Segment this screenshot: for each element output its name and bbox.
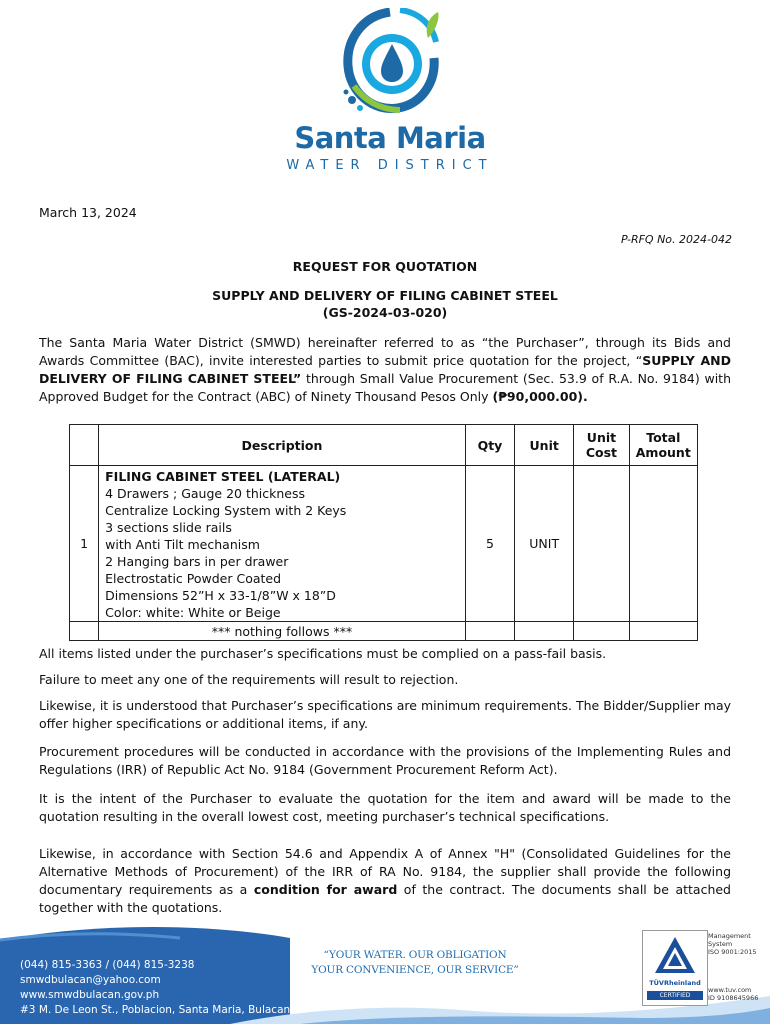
paragraph-pass-fail: All items listed under the purchaser’s specifications must be complied on a pass-fail basis. [39, 646, 607, 661]
contact-address: #3 M. De Leon St., Poblacion, Santa Maria, Bulacan [20, 1004, 291, 1016]
intro-paragraph: The Santa Maria Water District (SMWD) hereinafter referred to as “the Purchaser”, through its Bids and Awards Committee (BAC), invite interested parties to submit price quotation for the project, “SUPPLY AND DELIVERY OF FILING CABINET STEEL” through Small Value Procurement (Sec. 53.9 of R.A. No. 9184) with Approved Budget for the Contract (ABC) of Ninety Thousand Pesos Only (₱90,000.00). [39, 335, 731, 404]
brand-name: Santa Maria [294, 121, 486, 155]
table-header-description: Description [99, 425, 466, 466]
item-description [99, 466, 466, 622]
water-drop-logo-icon [340, 8, 440, 118]
document-title: REQUEST FOR QUOTATION [292, 259, 478, 274]
contact-info [20, 958, 290, 1018]
item-spec: Centralize Locking System with 2 Keys [105, 503, 347, 518]
table-end-row [70, 622, 698, 641]
item-number: 1 [70, 466, 99, 622]
table-row [70, 466, 698, 622]
tuv-triangle-icon [643, 931, 707, 981]
brand-subtitle: WATER DISTRICT [286, 158, 494, 173]
item-title: FILING CABINET STEEL (LATERAL) [105, 469, 341, 484]
certification-text: Management System ISO 9001:2015 www.tuv.com ID 9108645966 [708, 932, 759, 1002]
item-unit-cost [574, 466, 629, 622]
paragraph-rejection: Failure to meet any one of the requirements will result to rejection. [39, 672, 459, 687]
table-header-unit-cost: Unit Cost [574, 425, 629, 466]
item-spec: Dimensions 52”H x 33-1/8”W x 18”D [105, 588, 336, 603]
slogan [300, 948, 530, 978]
certified-label: CERTIFIED [647, 991, 703, 1000]
table-header-no [70, 425, 99, 466]
nothing-follows-note: *** nothing follows *** [99, 622, 466, 641]
contact-email: smwdbulacan@yahoo.com [20, 974, 161, 986]
table-header-total-amount: Total Amount [629, 425, 697, 466]
item-spec: Color: white: White or Beige [105, 605, 281, 620]
paragraph-procurement: Procurement procedures will be conducted in accordance with the provisions of the Implementing Rules and Regulations (IRR) of Republic Act No. 9184 (Government Procurement Reform Act). [39, 744, 731, 777]
paragraph-documentary-requirements: Likewise, in accordance with Section 54.6 and Appendix A of Annex "H" (Consolidated Guidelines for the Alternative Methods of Procurement) of the IRR of RA No. 9184, the supplier shall provide the following documentary requirements as a condition for award of the contract. The documents shall be attached together with the quotations. [39, 846, 731, 915]
items-table [69, 424, 698, 641]
table-header-qty: Qty [465, 425, 514, 466]
item-unit: UNIT [515, 466, 574, 622]
footer [0, 918, 770, 1024]
paragraph-specifications: Likewise, it is understood that Purchaser’s specifications are minimum requirements. The Bidder/Supplier may offer higher specifications or additional items, if any. [39, 698, 731, 731]
tuv-brand: TÜVRheinland [649, 979, 701, 987]
item-spec: with Anti Tilt mechanism [105, 537, 260, 552]
item-spec: 2 Hanging bars in per drawer [105, 554, 289, 569]
rfq-number: P-RFQ No. 2024-042 [620, 233, 732, 246]
contact-website: www.smwdbulacan.gov.ph [20, 989, 160, 1001]
item-qty: 5 [465, 466, 514, 622]
project-title: SUPPLY AND DELIVERY OF FILING CABINET STEEL [212, 288, 558, 303]
logo [285, 8, 495, 178]
slogan-line-2: YOUR CONVENIENCE, OUR SERVICE” [311, 964, 519, 976]
tuv-certification-badge [642, 930, 708, 1006]
item-spec: Electrostatic Powder Coated [105, 571, 282, 586]
item-spec: 4 Drawers ; Gauge 20 thickness [105, 486, 305, 501]
project-code: (GS-2024-03-020) [322, 305, 448, 320]
table-header-unit: Unit [515, 425, 574, 466]
letter-date: March 13, 2024 [39, 205, 137, 220]
contact-phone: (044) 815-3363 / (044) 815-3238 [20, 959, 195, 971]
item-spec: 3 sections slide rails [105, 520, 232, 535]
item-total-amount [629, 466, 697, 622]
table-header-row [70, 425, 698, 466]
slogan-line-1: “YOUR WATER. OUR OBLIGATION [323, 949, 507, 961]
paragraph-evaluation: It is the intent of the Purchaser to evaluate the quotation for the item and award will be made to the quotation resulting in the overall lowest cost, meeting purchaser’s technical specifications. [39, 791, 731, 824]
